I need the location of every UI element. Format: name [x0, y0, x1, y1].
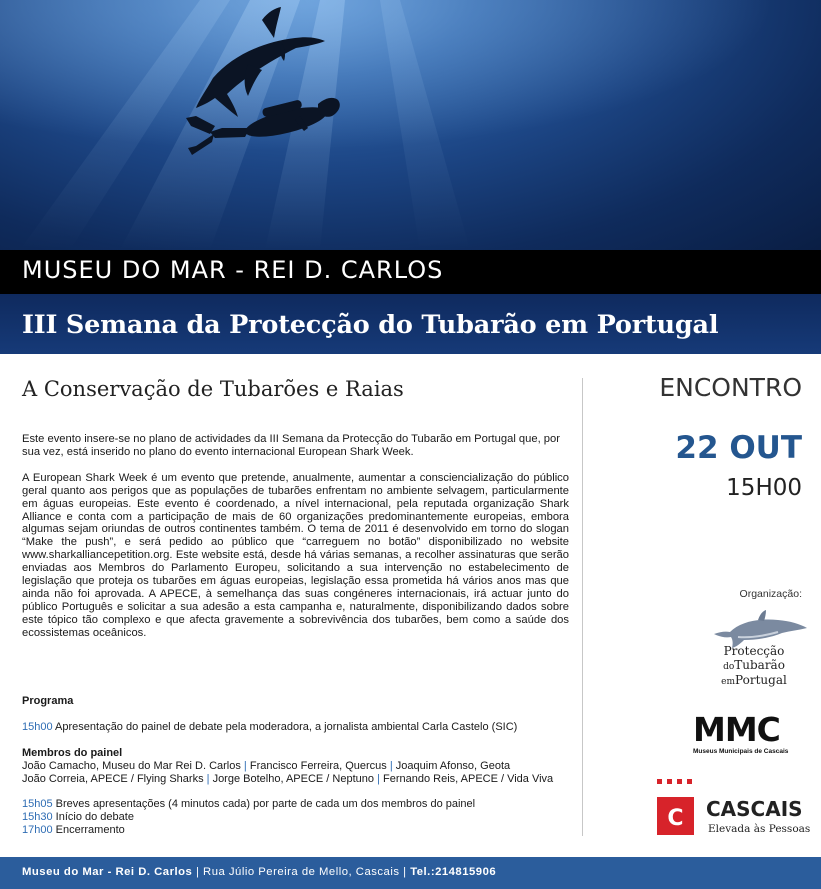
footer-text — [22, 866, 496, 878]
event-time: 15H00 — [726, 475, 802, 501]
programa-heading: Programa — [22, 695, 74, 707]
programa-item-text: Apresentação do painel de debate pela moderadora, a jornalista ambiental Carla Castelo (SIC) — [52, 721, 518, 733]
programa-item-2 — [22, 798, 582, 811]
panel-member: Jorge Botelho, APECE / Neptuno — [212, 773, 374, 785]
programa-item-time: 15h30 — [22, 811, 53, 823]
panel-member: Fernando Reis, APECE / Vida Viva — [382, 773, 554, 785]
programa-item-time: 17h00 — [22, 824, 53, 836]
ppt-logo-text — [704, 645, 804, 690]
event-date: 22 OUT — [675, 430, 802, 466]
panel-separator: | — [203, 773, 213, 785]
panel-member: João Correia, APECE / Flying Sharks — [22, 773, 204, 785]
panel-members-line-1 — [22, 760, 582, 773]
event-title: III Semana da Protecção do Tubarão em Portugal — [22, 310, 719, 340]
underwater-scene — [0, 0, 821, 250]
panel-members-line-2 — [22, 773, 582, 786]
panel-separator: | — [240, 760, 250, 772]
hero-image — [0, 0, 821, 250]
event-type: ENCONTRO — [659, 373, 802, 402]
programa-item-text: Encerramento — [52, 824, 125, 836]
panel-member: Francisco Ferreira, Quercus — [249, 760, 387, 772]
event-subtitle: A Conservação de Tubarões e Raias — [22, 377, 404, 401]
cascais-name: CASCAIS — [706, 797, 803, 821]
panel-member: João Camacho, Museu do Mar Rei D. Carlos — [22, 760, 241, 772]
organizacao-label: Organização: — [739, 588, 802, 600]
footer-separator: | — [192, 866, 204, 878]
mmc-logo — [693, 712, 803, 744]
programa-item-text: Início do debate — [52, 811, 134, 823]
cascais-logo — [656, 779, 696, 837]
programa-item-4 — [22, 824, 582, 837]
description-paragraph-2: A European Shark Week é um evento que pretende, anualmente, aumentar a consciencialização do público geral quanto aos perigos que as populações de tubarões enfrentam no ambiente selvagem, particularmente em águas europeias. Este evento é coordenado, a nível internacional, pela reputada organização Shark Alliance e conta com a participação de mais de 60 organizações predominantemente europeias, embora algumas sejam oriundas de outros continentes também. O tema de 2011 é desenvolvido em torno do slogan “Make the push”, e será pedido ao público que “carreguem no botão” disponibilizado no website www.sharkalliancepetition.org. Este website está, desde há várias semanas, a recolher assinaturas que serão enviadas aos Membros do Parlamento Europeu, solicitando a sua intervenção no estabelecimento de legislação que proteja os tubarões em águas europeias, legislação essa prometida há vários anos mas que ainda não foi aprovada. A APECE, à semelhança das suas congéneres internacionais, irá actuar junto do público Português e solicitar a sua adesão a esta campanha e, naturalmente, disponibilizando dados sobre este tópico tão complexo e que afecta gravemente a sobrevivência dos tubarões, bem como a saúde dos ecossistemas oceânicos. — [22, 471, 569, 639]
panel-member: Joaquim Afonso, Geota — [395, 760, 511, 772]
programa-item-3 — [22, 811, 582, 824]
footer-museum: Museu do Mar - Rei D. Carlos — [22, 866, 193, 878]
description-paragraph-1: Este evento insere-se no plano de actividades da III Semana da Protecção do Tubarão em Portugal que, por sua vez, está inserido no plano do evento internacional European Shark Week. — [22, 433, 560, 458]
ppt-line-3: emPortugal — [721, 673, 787, 687]
mmc-caption: Museus Municipais de Cascais — [693, 748, 789, 755]
event-description — [22, 433, 569, 640]
panel-separator: | — [386, 760, 396, 772]
ppt-line-1: Protecção — [723, 644, 785, 658]
museum-title: MUSEU DO MAR - REI D. CARLOS — [22, 256, 444, 284]
footer-address: Rua Júlio Pereira de Mello, Cascais — [203, 866, 400, 878]
programa-item-time: 15h05 — [22, 798, 53, 810]
footer-tel: Tel.:214815906 — [410, 866, 497, 878]
panel-separator: | — [374, 773, 383, 785]
footer-separator: | — [399, 866, 411, 878]
cascais-tagline: Elevada às Pessoas — [708, 823, 811, 835]
programa-item-1 — [22, 721, 582, 734]
programa-item-text: Breves apresentações (4 minutos cada) por parte de cada um dos membros do painel — [52, 798, 476, 810]
column-divider — [582, 378, 583, 836]
programa-item-time: 15h00 — [22, 721, 53, 733]
ppt-line-2: doTubarão — [723, 657, 785, 672]
cascais-logo-letter: C — [667, 806, 684, 831]
mmc-logo-text: MMC — [693, 712, 780, 744]
panel-heading: Membros do painel — [22, 747, 123, 759]
